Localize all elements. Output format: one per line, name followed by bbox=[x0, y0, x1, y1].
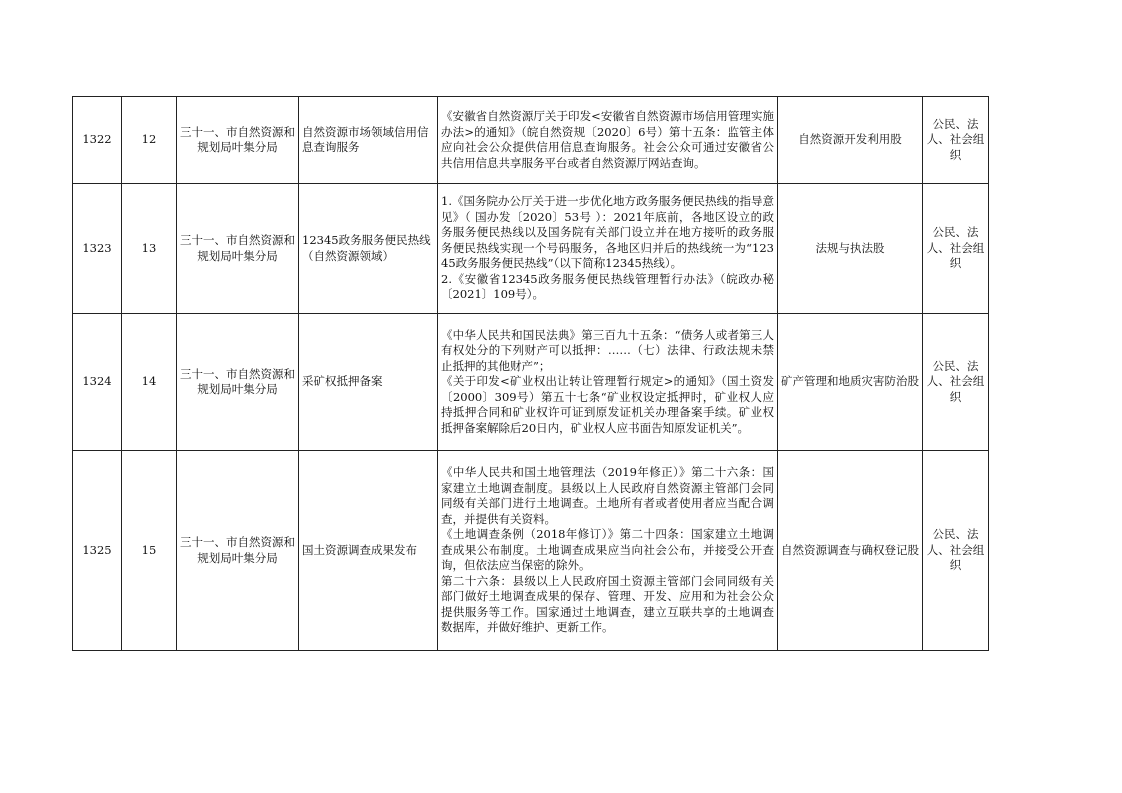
row-number-cell: 1325 bbox=[73, 451, 122, 651]
table-body bbox=[73, 97, 989, 651]
service-subject-cell: 公民、法人、社会组织 bbox=[923, 184, 989, 314]
sequence-cell: 14 bbox=[122, 314, 177, 451]
legal-basis-cell bbox=[438, 97, 778, 184]
service-item-cell: 自然资源市场领域信用信息查询服务 bbox=[299, 97, 438, 184]
legal-basis-paragraph: 第二十六条：县级以上人民政府国土资源主管部门会同同级有关部门做好土地调查成果的保存、管理、开发、应用和为社会公众提供服务等工作。国家通过土地调查，建立互联共享的土地调查数据库，并做好维护、更新工作。 bbox=[441, 573, 774, 635]
table-row bbox=[73, 97, 989, 184]
service-subject-cell: 公民、法人、社会组织 bbox=[923, 97, 989, 184]
service-subject-cell: 公民、法人、社会组织 bbox=[923, 451, 989, 651]
row-number-cell: 1322 bbox=[73, 97, 122, 184]
table-row bbox=[73, 184, 989, 314]
legal-basis-paragraph: 1.《国务院办公厅关于进一步优化地方政务服务便民热线的指导意见》（ 国办发〔2020〕53号 ）：2021年底前，各地区设立的政务服务便民热线以及国务院有关部门设立并在地方接听的政务服务便民热线实现一个号码服务，各地区归并后的热线统一为“12345政务服务便民热线”（以下简称12345热线）。 bbox=[441, 194, 774, 271]
table-row bbox=[73, 314, 989, 451]
sequence-cell: 13 bbox=[122, 184, 177, 314]
department-cell: 三十一、市自然资源和规划局叶集分局 bbox=[177, 184, 299, 314]
sequence-cell: 12 bbox=[122, 97, 177, 184]
legal-basis-paragraph: 《中华人民共和国土地管理法（2019年修正）》第二十六条：国家建立土地调查制度。县级以上人民政府自然资源主管部门会同同级有关部门进行土地调查。土地所有者或者使用者应当配合调查，并提供有关资料。 bbox=[441, 465, 774, 526]
row-number-cell: 1323 bbox=[73, 184, 122, 314]
responsible-office-cell: 自然资源开发利用股 bbox=[778, 97, 923, 184]
legal-basis-paragraph: 《安徽省自然资源厅关于印发<安徽省自然资源市场信用管理实施办法>的通知》（皖自然资规〔2020〕6号）第十五条：监管主体应向社会公众提供信用信息查询服务。社会公众可通过安徽省公共信用信息共享服务平台或者自然资源厅网站查询。 bbox=[441, 109, 774, 170]
department-cell: 三十一、市自然资源和规划局叶集分局 bbox=[177, 97, 299, 184]
sequence-cell: 15 bbox=[122, 451, 177, 651]
public-service-table bbox=[72, 96, 989, 651]
service-subject-cell: 公民、法人、社会组织 bbox=[923, 314, 989, 451]
legal-basis-cell bbox=[438, 451, 778, 651]
row-number-cell: 1324 bbox=[73, 314, 122, 451]
service-item-cell: 国土资源调查成果发布 bbox=[299, 451, 438, 651]
legal-basis-cell bbox=[438, 184, 778, 314]
legal-basis-paragraph: 2.《安徽省12345政务服务便民热线管理暂行办法》（皖政办秘〔2021〕109号）。 bbox=[441, 271, 774, 302]
department-cell: 三十一、市自然资源和规划局叶集分局 bbox=[177, 451, 299, 651]
legal-basis-paragraph: 《土地调查条例（2018年修订）》第二十四条：国家建立土地调查成果公布制度。土地调查成果应当向社会公布，并接受公开查询，但依法应当保密的除外。 bbox=[441, 527, 774, 573]
table-row bbox=[73, 451, 989, 651]
department-cell: 三十一、市自然资源和规划局叶集分局 bbox=[177, 314, 299, 451]
responsible-office-cell: 法规与执法股 bbox=[778, 184, 923, 314]
service-item-cell: 12345政务服务便民热线（自然资源领域） bbox=[299, 184, 438, 314]
legal-basis-paragraph: 《中华人民共和国民法典》第三百九十五条：“债务人或者第三人有权处分的下列财产可以抵押：……（七）法律、行政法规未禁止抵押的其他财产”； bbox=[441, 327, 774, 373]
responsible-office-cell: 矿产管理和地质灾害防治股 bbox=[778, 314, 923, 451]
service-item-cell: 采矿权抵押备案 bbox=[299, 314, 438, 451]
legal-basis-cell bbox=[438, 314, 778, 451]
legal-basis-paragraph: 《关于印发<矿业权出让转让管理暂行规定>的通知》（国土资发〔2000〕309号）第五十七条“矿业权设定抵押时，矿业权人应持抵押合同和矿业权许可证到原发证机关办理备案手续。矿业权抵押备案解除后20日内，矿业权人应书面告知原发证机关”。 bbox=[441, 374, 774, 435]
responsible-office-cell: 自然资源调查与确权登记股 bbox=[778, 451, 923, 651]
